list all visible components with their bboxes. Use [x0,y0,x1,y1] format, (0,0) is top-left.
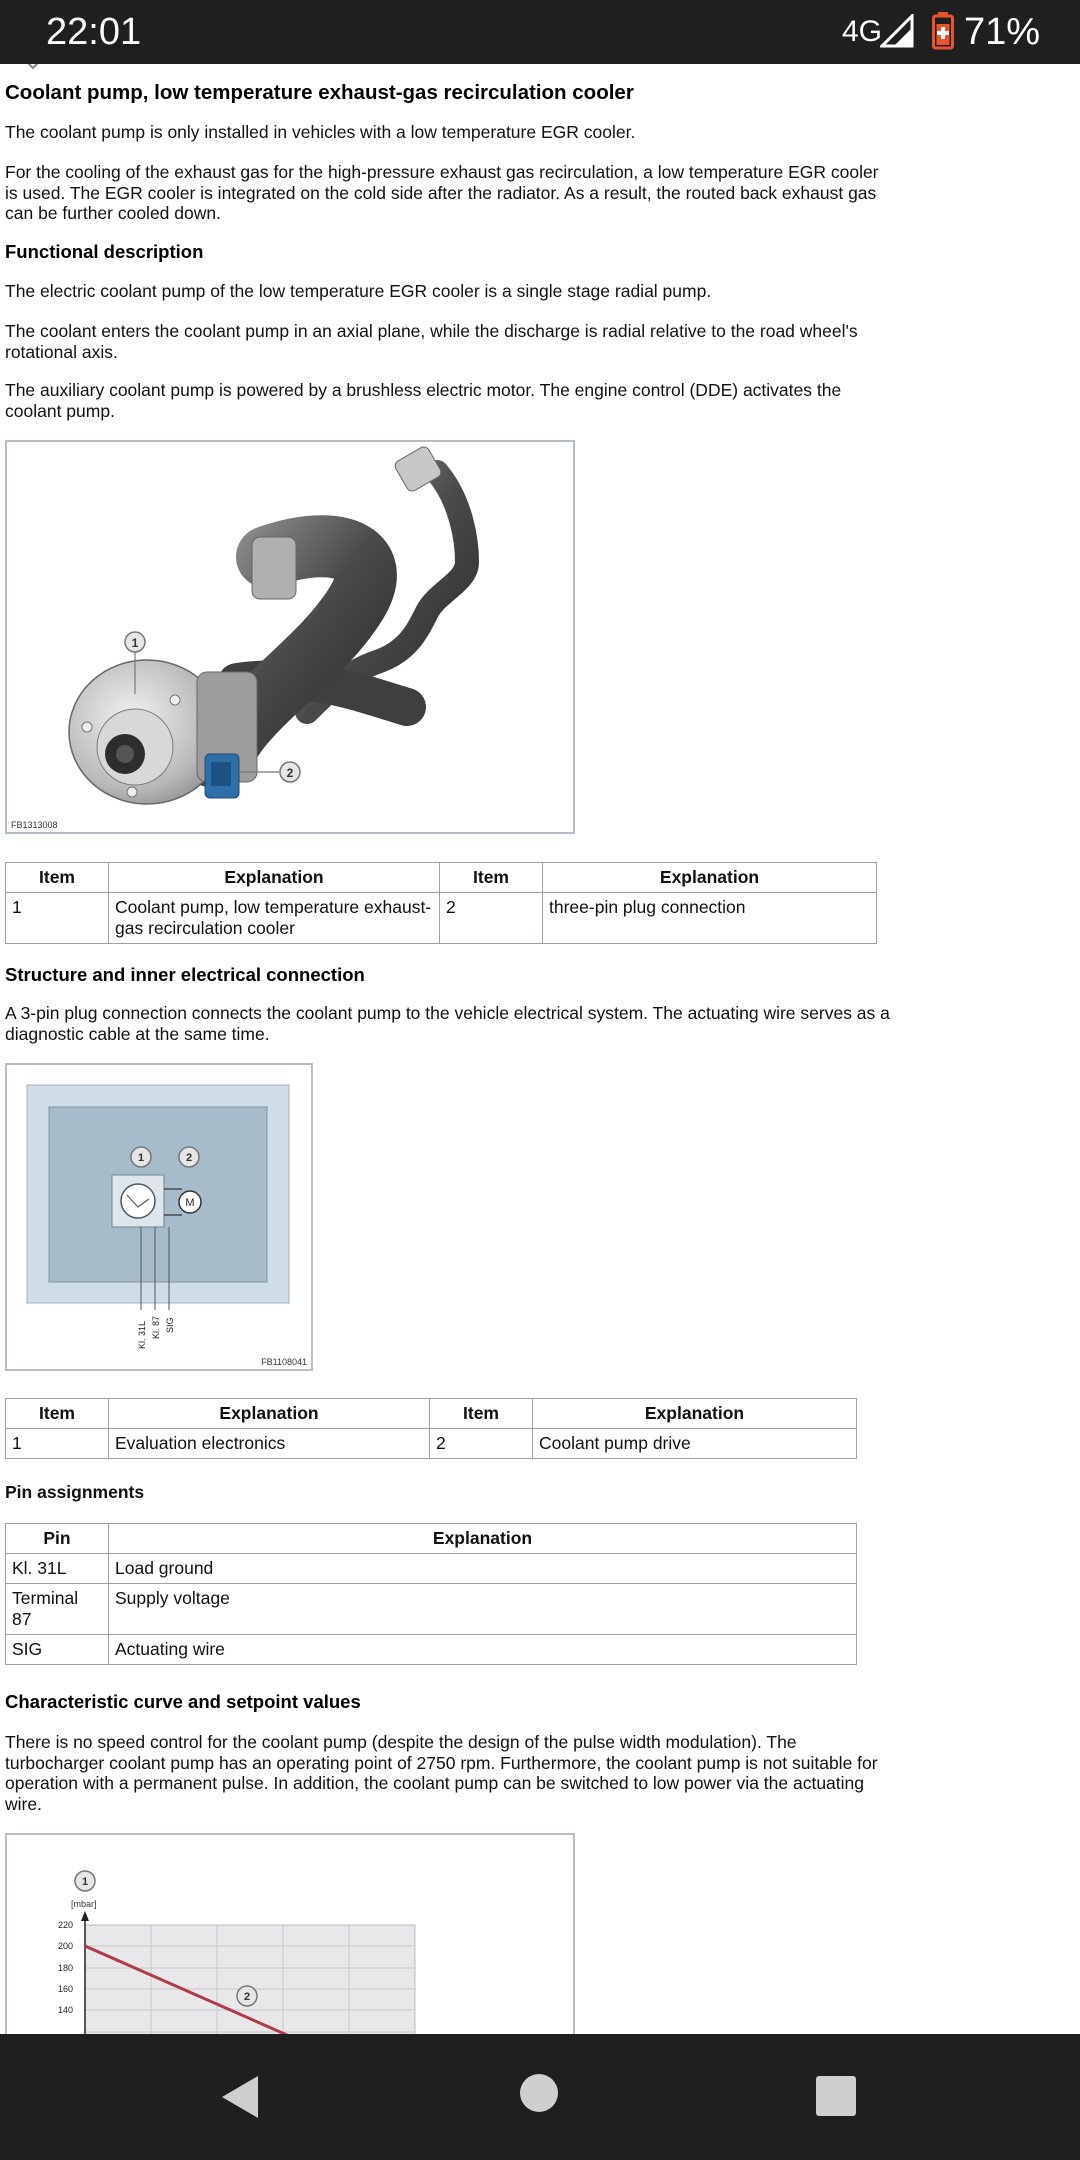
section-title: Coolant pump, low temperature exhaust-gas recirculation cooler [5,81,634,104]
table-cell: 2 [430,1429,533,1459]
column-header: Item [6,863,109,893]
previous-link-fragment[interactable] [70,64,470,66]
table-cell: Coolant pump, low temperature exhaust-gas recirculation cooler [109,893,440,944]
table-cell: 1 [6,1429,109,1459]
legend-table [5,1398,857,1459]
document-view[interactable] [0,64,1080,2034]
motor-symbol: M [185,1197,195,1209]
status-bar [0,0,1080,64]
y-tick: 220 [57,1920,73,1930]
wire-label: Kl. 87 [151,1315,161,1339]
table-cell: Coolant pump drive [533,1429,857,1459]
back-icon[interactable] [218,2074,264,2120]
home-icon[interactable] [520,2074,558,2112]
y-tick: 160 [57,1984,73,1994]
pin-assignments-title: Pin assignments [5,1482,145,1502]
callout-2: 2 [243,1991,251,2003]
battery-icon [932,12,954,50]
column-header: Explanation [109,1524,857,1554]
figure-code: FB1108041 [261,1357,307,1367]
callout-2: 2 [185,1152,193,1164]
paragraph: The coolant enters the coolant pump in an axial plane, while the discharge is radial relative to the road wheel's rotational axis. [5,321,858,362]
callout-1: 1 [81,1876,89,1888]
table-cell: SIG [6,1635,109,1665]
paragraph: The coolant pump is only installed in vehicles with a low temperature EGR cooler. [5,122,636,142]
table-row [6,1429,857,1459]
table-cell: 2 [440,893,543,944]
coolant-pump-figure[interactable] [5,440,575,834]
paragraph: There is no speed control for the coolant pump (despite the design of the pulse width modulation). The turbocharger coolant pump has an operating point of 2750 rpm. Furthermore, the coolant pump is not suitable for operation with a permanent pulse. In addition, the coolant pump can be switched to low power via the actuating wire. [5,1732,878,1814]
wire-label: Kl. 31L [137,1320,147,1349]
column-header: Item [440,863,543,893]
characteristic-curve-figure[interactable] [5,1833,575,2034]
table-cell: Load ground [109,1554,857,1584]
table-cell: Kl. 31L [6,1554,109,1584]
paragraph: The electric coolant pump of the low temperature EGR cooler is a single stage radial pump. [5,281,712,301]
recents-icon[interactable] [816,2076,856,2116]
pump-illustration [7,442,573,832]
y-tick: 180 [57,1963,73,1973]
battery-percent: 71% [964,11,1041,53]
paragraph: A 3-pin plug connection connects the coolant pump to the vehicle electrical system. The actuating wire serves as a diagnostic cable at the same time. [5,1003,890,1044]
signal-icon [880,14,914,48]
column-header: Explanation [533,1399,857,1429]
table-cell: 1 [6,893,109,944]
column-header: Explanation [109,863,440,893]
table-row [6,1554,857,1584]
curve-plot [7,1835,573,2034]
wire-label: SIG [165,1317,175,1333]
wiring-schematic [7,1065,311,1369]
figure-code: FB1313008 [11,820,58,830]
functional-title: Functional description [5,241,204,262]
curve-title: Characteristic curve and setpoint values [5,1691,361,1712]
callout-1: 1 [137,1152,145,1164]
pin-table [5,1523,857,1665]
y-unit: [mbar] [71,1899,97,1909]
column-header: Pin [6,1524,109,1554]
table-cell: Terminal 87 [6,1584,109,1635]
callout-1: 1 [131,636,139,650]
paragraph: The auxiliary coolant pump is powered by a brushless electric motor. The engine control (DDE) activates the coolant pump. [5,380,842,421]
table-cell: Supply voltage [109,1584,857,1635]
y-tick: 140 [57,2005,73,2015]
table-cell: three-pin plug connection [543,893,877,944]
table-cell: Evaluation electronics [109,1429,430,1459]
column-header: Explanation [109,1399,430,1429]
status-time: 22:01 [46,11,142,53]
table-cell: Actuating wire [109,1635,857,1665]
column-header: Item [430,1399,533,1429]
table-row [6,1584,857,1635]
electrical-diagram[interactable] [5,1063,313,1371]
table-row [6,1635,857,1665]
legend-table [5,862,877,944]
callout-2: 2 [286,766,294,780]
navigation-bar [0,2034,1080,2160]
y-tick: 200 [57,1941,73,1951]
paragraph: For the cooling of the exhaust gas for the high-pressure exhaust gas recirculation, a low temperature EGR cooler is used. The EGR cooler is integrated on the cold side after the radiator. As a result, the routed back exhaust gas can be further cooled down. [5,162,879,223]
column-header: Item [6,1399,109,1429]
structure-title: Structure and inner electrical connection [5,964,365,985]
network-type: 4G [842,15,883,48]
table-row [6,893,877,944]
chevron-down-icon[interactable] [22,64,44,74]
column-header: Explanation [543,863,877,893]
